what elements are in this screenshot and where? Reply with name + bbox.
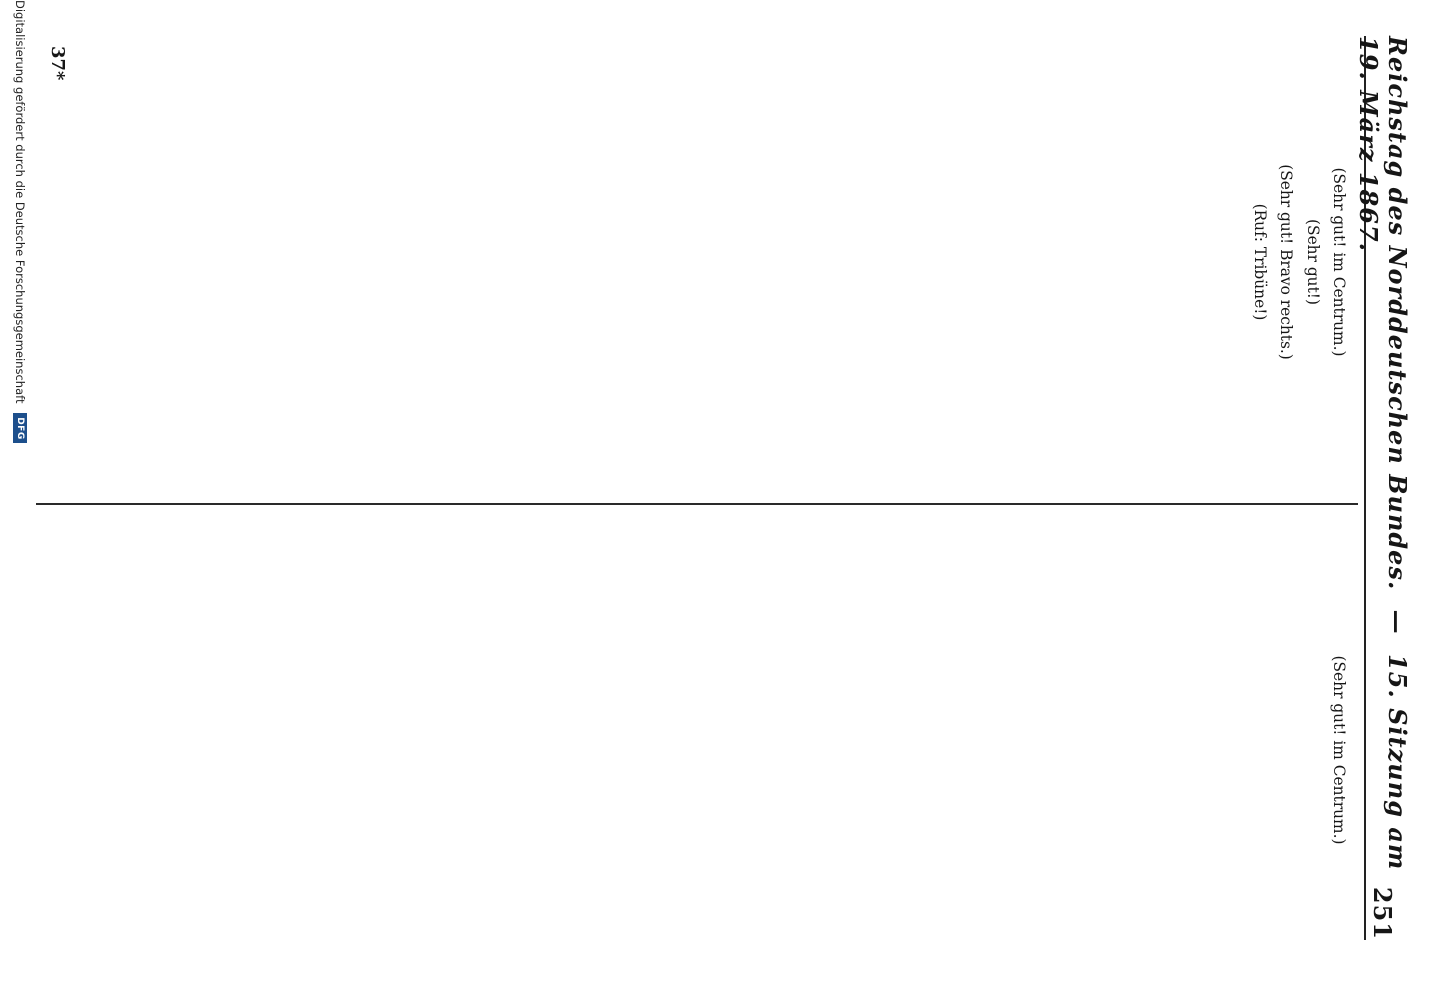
paragraph: (Sehr gut! im Centrum.) <box>1330 655 1348 845</box>
paragraph: (Sehr gut!) <box>1303 219 1322 305</box>
paragraph: (Sehr gut! Bravo rechts.) <box>1277 164 1296 360</box>
paragraph: (Sehr gut! im Centrum.) <box>1330 167 1348 357</box>
signature-marker: 37* <box>47 46 68 81</box>
footer-note: Digitalisierung gefördert durch die Deutsche Forschungsgemeinschaft <box>13 0 27 404</box>
left-column <box>36 36 1354 488</box>
digitization-footer <box>8 0 32 1000</box>
header-title: Reichstag des Norddeutschen Bundes. <box>1383 36 1412 591</box>
dfg-logo: DFG <box>13 413 27 443</box>
header-session: 15. Sitzung am 19. März 1867. <box>1354 36 1412 871</box>
column-divider <box>36 503 1358 505</box>
running-head <box>1354 36 1412 940</box>
page-number: 251 <box>1368 886 1398 940</box>
header-separator: — <box>1383 609 1412 635</box>
running-head-left <box>1354 36 1412 887</box>
paragraph: (Ruf: Tribüne!) <box>1250 203 1269 321</box>
right-column <box>36 524 1354 976</box>
